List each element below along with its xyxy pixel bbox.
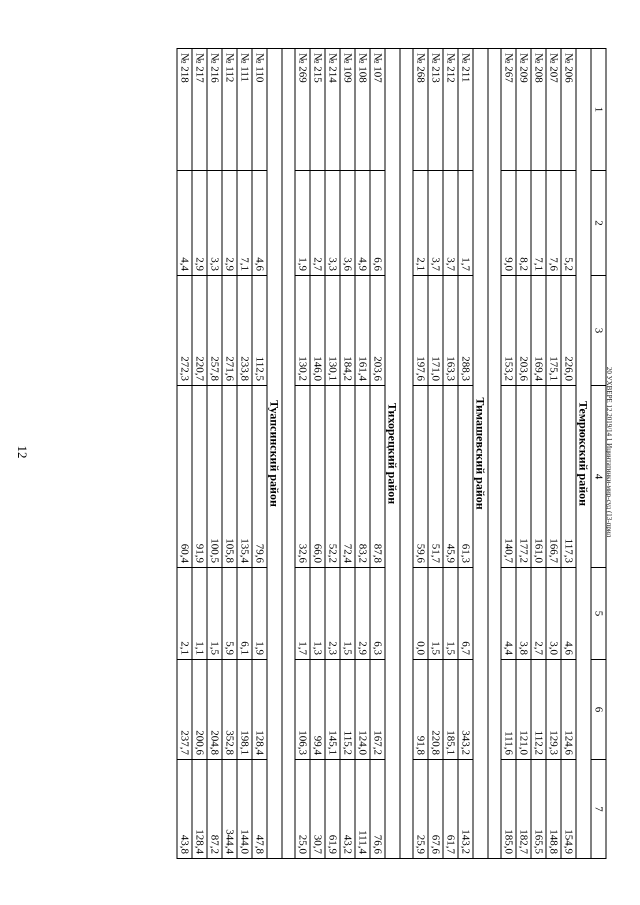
- station-id-cell: № 211: [458, 49, 473, 171]
- value-cell: 106,3: [295, 660, 310, 760]
- value-cell: 66,0: [310, 386, 325, 568]
- value-cell: 124,6: [561, 660, 576, 760]
- station-id-cell: № 269: [295, 49, 310, 171]
- table-row: [325, 49, 340, 859]
- table-row: [501, 49, 516, 859]
- table-row: [252, 49, 267, 859]
- value-cell: 59,6: [413, 386, 428, 568]
- value-cell: 7,1: [237, 171, 252, 276]
- header-row: [591, 49, 606, 859]
- value-cell: 0,0: [413, 568, 428, 660]
- value-cell: 2,1: [177, 568, 192, 660]
- value-cell: 3,3: [207, 171, 222, 276]
- value-cell: 112,5: [252, 276, 267, 386]
- value-cell: 2,7: [531, 568, 546, 660]
- value-cell: 1,5: [443, 568, 458, 660]
- value-cell: 272,3: [177, 276, 192, 386]
- value-cell: 128,4: [252, 660, 267, 760]
- value-cell: 1,7: [295, 568, 310, 660]
- value-cell: 7,1: [531, 171, 546, 276]
- value-cell: 257,8: [207, 276, 222, 386]
- column-header: 6: [591, 660, 606, 760]
- value-cell: 185,1: [443, 660, 458, 760]
- group-spacer: [400, 49, 413, 859]
- value-cell: 182,7: [516, 760, 531, 859]
- data-table: [177, 48, 607, 859]
- station-id-cell: № 214: [325, 49, 340, 171]
- value-cell: 47,8: [252, 760, 267, 859]
- value-cell: 4,6: [561, 568, 576, 660]
- value-cell: 4,9: [355, 171, 370, 276]
- value-cell: 61,9: [325, 760, 340, 859]
- station-id-cell: № 267: [501, 49, 516, 171]
- value-cell: 177,2: [516, 386, 531, 568]
- value-cell: 130,1: [325, 276, 340, 386]
- value-cell: 52,2: [325, 386, 340, 568]
- value-cell: 100,5: [207, 386, 222, 568]
- station-id-cell: № 213: [428, 49, 443, 171]
- value-cell: 3,6: [340, 171, 355, 276]
- table-row: [458, 49, 473, 859]
- station-id-cell: № 109: [340, 49, 355, 171]
- value-cell: 153,2: [501, 276, 516, 386]
- value-cell: 220,7: [192, 276, 207, 386]
- footer-note: 20 УХВЕРЕ 12.2019/14 1 Ицинтатинки-мир-суд (13-прил: [605, 366, 613, 538]
- value-cell: 67,6: [428, 760, 443, 859]
- table-row: [516, 49, 531, 859]
- station-id-cell: № 107: [370, 49, 385, 171]
- value-cell: 43,2: [340, 760, 355, 859]
- value-cell: 1,5: [207, 568, 222, 660]
- value-cell: 45,9: [443, 386, 458, 568]
- value-cell: 237,7: [177, 660, 192, 760]
- value-cell: 124,0: [355, 660, 370, 760]
- value-cell: 161,4: [355, 276, 370, 386]
- district-row: [473, 49, 488, 859]
- station-id-cell: № 112: [222, 49, 237, 171]
- value-cell: 185,0: [501, 760, 516, 859]
- value-cell: 204,8: [207, 660, 222, 760]
- value-cell: 352,8: [222, 660, 237, 760]
- value-cell: 154,9: [561, 760, 576, 859]
- value-cell: 143,2: [458, 760, 473, 859]
- value-cell: 175,1: [546, 276, 561, 386]
- value-cell: 7,6: [546, 171, 561, 276]
- value-cell: 5,9: [222, 568, 237, 660]
- spacer-cell: [282, 49, 295, 859]
- value-cell: 61,7: [443, 760, 458, 859]
- value-cell: 76,6: [370, 760, 385, 859]
- value-cell: 226,0: [561, 276, 576, 386]
- value-cell: 9,0: [501, 171, 516, 276]
- value-cell: 6,3: [370, 568, 385, 660]
- value-cell: 271,6: [222, 276, 237, 386]
- table-row: [370, 49, 385, 859]
- value-cell: 99,4: [310, 660, 325, 760]
- value-cell: 91,9: [192, 386, 207, 568]
- value-cell: 79,6: [252, 386, 267, 568]
- value-cell: 200,6: [192, 660, 207, 760]
- table-row: [428, 49, 443, 859]
- value-cell: 6,1: [237, 568, 252, 660]
- value-cell: 148,8: [546, 760, 561, 859]
- value-cell: 72,4: [340, 386, 355, 568]
- value-cell: 5,2: [561, 171, 576, 276]
- value-cell: 8,2: [516, 171, 531, 276]
- value-cell: 2,9: [192, 171, 207, 276]
- value-cell: 112,2: [531, 660, 546, 760]
- value-cell: 130,2: [295, 276, 310, 386]
- value-cell: 32,6: [295, 386, 310, 568]
- value-cell: 25,9: [413, 760, 428, 859]
- district-row: [576, 49, 591, 859]
- district-row: [267, 49, 282, 859]
- station-id-cell: № 217: [192, 49, 207, 171]
- table-row: [237, 49, 252, 859]
- table-row: [355, 49, 370, 859]
- column-header: 4: [591, 386, 606, 568]
- value-cell: 1,7: [458, 171, 473, 276]
- station-id-cell: № 216: [207, 49, 222, 171]
- value-cell: 146,0: [310, 276, 325, 386]
- value-cell: 1,5: [428, 568, 443, 660]
- value-cell: 117,3: [561, 386, 576, 568]
- page-number: 12: [15, 445, 30, 459]
- value-cell: 60,4: [177, 386, 192, 568]
- value-cell: 111,6: [501, 660, 516, 760]
- value-cell: 1,9: [295, 171, 310, 276]
- rotated-table-wrapper: [114, 48, 607, 858]
- station-id-cell: № 111: [237, 49, 252, 171]
- value-cell: 61,3: [458, 386, 473, 568]
- value-cell: 343,2: [458, 660, 473, 760]
- table-row: [177, 49, 192, 859]
- value-cell: 2,1: [413, 171, 428, 276]
- column-header: 3: [591, 276, 606, 386]
- table-row: [310, 49, 325, 859]
- group-spacer: [488, 49, 501, 859]
- value-cell: 2,9: [355, 568, 370, 660]
- table-row: [546, 49, 561, 859]
- value-cell: 2,9: [222, 171, 237, 276]
- value-cell: 161,0: [531, 386, 546, 568]
- value-cell: 83,2: [355, 386, 370, 568]
- value-cell: 129,3: [546, 660, 561, 760]
- table-row: [192, 49, 207, 859]
- value-cell: 4,6: [252, 171, 267, 276]
- value-cell: 43,8: [177, 760, 192, 859]
- value-cell: 4,4: [177, 171, 192, 276]
- value-cell: 135,4: [237, 386, 252, 568]
- table-row: [443, 49, 458, 859]
- station-id-cell: № 108: [355, 49, 370, 171]
- value-cell: 166,7: [546, 386, 561, 568]
- spacer-cell: [488, 49, 501, 859]
- value-cell: 87,2: [207, 760, 222, 859]
- value-cell: 167,2: [370, 660, 385, 760]
- value-cell: 30,7: [310, 760, 325, 859]
- value-cell: 51,7: [428, 386, 443, 568]
- value-cell: 145,1: [325, 660, 340, 760]
- station-id-cell: № 215: [310, 49, 325, 171]
- value-cell: 203,6: [370, 276, 385, 386]
- value-cell: 2,3: [325, 568, 340, 660]
- district-heading: Туапсинский район: [267, 49, 282, 859]
- value-cell: 1,9: [252, 568, 267, 660]
- table-body: [177, 49, 591, 859]
- value-cell: 1,5: [340, 568, 355, 660]
- table-row: [531, 49, 546, 859]
- table-row: [222, 49, 237, 859]
- value-cell: 91,8: [413, 660, 428, 760]
- district-heading: Темрюкский район: [576, 49, 591, 859]
- value-cell: 220,8: [428, 660, 443, 760]
- station-id-cell: № 268: [413, 49, 428, 171]
- value-cell: 3,8: [516, 568, 531, 660]
- table-row: [207, 49, 222, 859]
- table-row: [561, 49, 576, 859]
- value-cell: 144,0: [237, 760, 252, 859]
- value-cell: 344,4: [222, 760, 237, 859]
- district-heading: Тихорецкий район: [385, 49, 400, 859]
- value-cell: 25,0: [295, 760, 310, 859]
- value-cell: 6,6: [370, 171, 385, 276]
- value-cell: 2,7: [310, 171, 325, 276]
- table-row: [340, 49, 355, 859]
- station-id-cell: № 212: [443, 49, 458, 171]
- station-id-cell: № 206: [561, 49, 576, 171]
- station-id-cell: № 207: [546, 49, 561, 171]
- value-cell: 128,4: [192, 760, 207, 859]
- value-cell: 233,8: [237, 276, 252, 386]
- value-cell: 163,3: [443, 276, 458, 386]
- station-id-cell: № 209: [516, 49, 531, 171]
- value-cell: 288,3: [458, 276, 473, 386]
- spacer-cell: [400, 49, 413, 859]
- value-cell: 111,4: [355, 760, 370, 859]
- value-cell: 1,1: [192, 568, 207, 660]
- value-cell: 3,0: [546, 568, 561, 660]
- value-cell: 171,0: [428, 276, 443, 386]
- value-cell: 3,7: [443, 171, 458, 276]
- value-cell: 1,3: [310, 568, 325, 660]
- value-cell: 121,0: [516, 660, 531, 760]
- value-cell: 4,4: [501, 568, 516, 660]
- table-row: [295, 49, 310, 859]
- value-cell: 87,8: [370, 386, 385, 568]
- value-cell: 3,7: [428, 171, 443, 276]
- district-row: [385, 49, 400, 859]
- value-cell: 140,7: [501, 386, 516, 568]
- value-cell: 115,2: [340, 660, 355, 760]
- column-header: 7: [591, 760, 606, 859]
- station-id-cell: № 110: [252, 49, 267, 171]
- table-row: [413, 49, 428, 859]
- value-cell: 197,6: [413, 276, 428, 386]
- value-cell: 6,7: [458, 568, 473, 660]
- column-header: 1: [591, 49, 606, 171]
- value-cell: 105,8: [222, 386, 237, 568]
- value-cell: 3,3: [325, 171, 340, 276]
- value-cell: 184,2: [340, 276, 355, 386]
- value-cell: 198,1: [237, 660, 252, 760]
- value-cell: 165,5: [531, 760, 546, 859]
- value-cell: 203,6: [516, 276, 531, 386]
- station-id-cell: № 208: [531, 49, 546, 171]
- column-header: 2: [591, 171, 606, 276]
- district-heading: Тимашевский район: [473, 49, 488, 859]
- value-cell: 169,4: [531, 276, 546, 386]
- group-spacer: [282, 49, 295, 859]
- data-table-region: [114, 48, 607, 858]
- column-header: 5: [591, 568, 606, 660]
- station-id-cell: № 218: [177, 49, 192, 171]
